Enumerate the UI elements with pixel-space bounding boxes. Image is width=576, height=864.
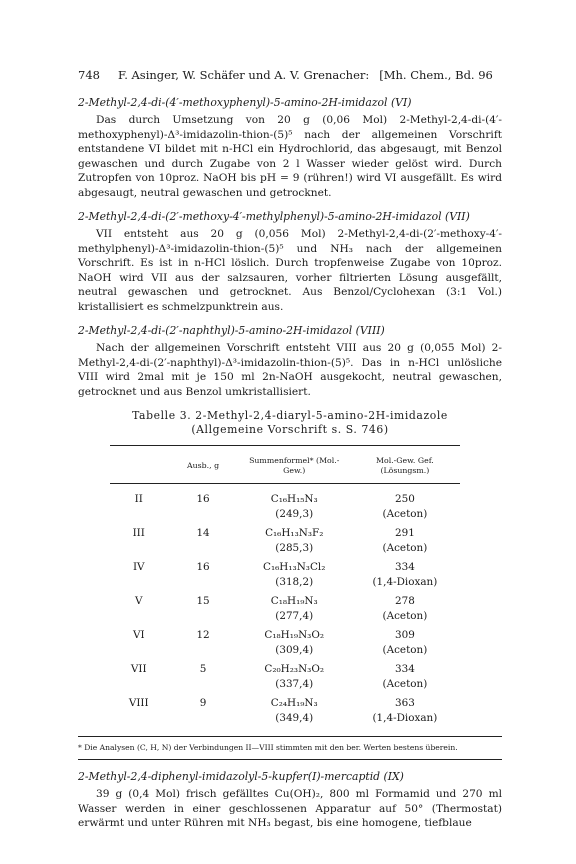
empty-cell (167, 677, 238, 692)
empty-cell (110, 643, 167, 658)
table-row (110, 624, 460, 643)
formula-value: C₁₈H₁₉N₃O₂ (264, 629, 325, 641)
yield-value: 16 (196, 561, 210, 573)
section-viii-text: Nach der allgemeinen Vorschrift entsteht VIII aus 20 g (0,055 Mol) 2-Methyl-2,4-di-(2′-naphthyl)-Δ³-imidazolin-thion-(5)⁵. Das in n-HCl unlösliche VIII wird 2mal mit je 150 ml 2n-NaOH ausgekocht, neutral gewaschen, getrocknet und aus Benzol umkristallisiert. (78, 342, 502, 398)
yield-value: 9 (199, 697, 207, 709)
compound-number: VIII (128, 697, 149, 709)
data-table (110, 445, 460, 726)
calculated-mol-weight: (285,3) (275, 542, 314, 554)
calculated-mol-weight: (309,4) (275, 644, 314, 656)
compound-number: V (134, 595, 143, 607)
table-row-sub (110, 609, 460, 624)
table-row (110, 590, 460, 609)
solvent-value: (Aceton) (382, 508, 428, 520)
formula-value: C₂₄H₁₉N₃ (270, 697, 318, 709)
compound-number: II (134, 493, 143, 505)
solvent-value: (Aceton) (382, 678, 428, 690)
empty-cell (110, 507, 167, 522)
found-mol-weight: 334 (394, 561, 415, 573)
found-mol-weight: 278 (394, 595, 415, 607)
table-row-sub (110, 677, 460, 692)
header-mol-weight: Mol.-Gew. Gef. (Lösungsm.) (376, 456, 434, 475)
solvent-value: (Aceton) (382, 610, 428, 622)
empty-cell (110, 711, 167, 726)
section-ix-title: 2-Methyl-2,4-diphenyl-imidazolyl-5-kupfer(I)-mercaptid (IX) (78, 770, 404, 783)
table-row (110, 522, 460, 541)
table-row-sub (110, 575, 460, 590)
calculated-mol-weight: (249,3) (275, 508, 314, 520)
table-caption (78, 409, 502, 437)
empty-cell (110, 541, 167, 556)
calculated-mol-weight: (349,4) (275, 712, 314, 724)
table-row (110, 484, 460, 508)
empty-cell (110, 575, 167, 590)
table-row-sub (110, 507, 460, 522)
calculated-mol-weight: (318,2) (275, 576, 314, 588)
page-header (78, 68, 502, 86)
section-vi-title: 2-Methyl-2,4-di-(4′-methoxyphenyl)-5-amino-2H-imidazol (VI) (78, 96, 412, 109)
header-formula: Summenformel* (Mol.-Gew.) (249, 456, 340, 475)
found-mol-weight: 363 (394, 697, 415, 709)
compound-number: IV (132, 561, 145, 573)
compound-number: VII (130, 663, 147, 675)
formula-value: C₂₀H₂₃N₃O₂ (264, 663, 325, 675)
formula-value: C₁₆H₁₃N₃Cl₂ (263, 561, 326, 573)
section-ix-text: 39 g (0,4 Mol) frisch gefälltes Cu(OH)₂, 800 ml Formamid und 270 ml Wasser werden in einer geschlossenen Apparatur auf 50° (Thermostat) erwärmt und unter Rühren mit NH₃ begast, bis eine homogene, tiefblaue (78, 788, 502, 829)
found-mol-weight: 309 (394, 629, 415, 641)
header-yield: Ausb., g (187, 460, 220, 470)
formula-value: C₁₆H₁₃N₃F₂ (265, 527, 324, 539)
compound-number: III (132, 527, 145, 539)
table-row (110, 658, 460, 677)
section-viii-title: 2-Methyl-2,4-di-(2′-naphthyl)-5-amino-2H-imidazol (VIII) (78, 324, 385, 337)
table-row-sub (110, 711, 460, 726)
table-row-sub (110, 541, 460, 556)
found-mol-weight: 250 (394, 493, 415, 505)
section-vii-text: VII entsteht aus 20 g (0,056 Mol) 2-Methyl-2,4-di-(2′-methoxy-4′-methylphenyl)-Δ³-imidazolin-thion-(5)⁵ und NH₃ nach der allgemeinen Vorschrift. Es ist in n-HCl löslich. Durch tropfenweise Zugabe von 10proz. NaOH wird VII aus der salzsauren, vorher filtrierten Lösung ausgefällt, neutral gewaschen und getrocknet. Aus Benzol/Cyclohexan (3:1 Vol.) kristallisiert es schmelzpunktrein aus. (78, 228, 502, 313)
empty-cell (110, 677, 167, 692)
section-vi-text: Das durch Umsetzung von 20 g (0,06 Mol) 2-Methyl-2,4-di-(4′-methoxyphenyl)-Δ³-imidazolin-thion-(5)⁵ nach der allgemeinen Vorschrift entstandene VI bildet mit n-HCl ein Hydrochlorid, das abgesaugt, mit Benzol gewaschen und durch Zugabe von 2 l Wasser wieder gelöst wird. Durch Zutropfen von 10proz. NaOH bis pH = 9 (rühren!) wird VI ausgefällt. Es wird abgesaugt, neutral gewaschen und getrocknet. (78, 114, 502, 199)
yield-value: 15 (196, 595, 210, 607)
formula-value: C₁₈H₁₉N₃ (270, 595, 318, 607)
calculated-mol-weight: (337,4) (275, 678, 314, 690)
section-vii-title: 2-Methyl-2,4-di-(2′-methoxy-4′-methylphenyl)-5-amino-2H-imidazol (VII) (78, 210, 470, 223)
empty-cell (110, 609, 167, 624)
found-mol-weight: 291 (394, 527, 415, 539)
solvent-value: (Aceton) (382, 542, 428, 554)
solvent-value: (Aceton) (382, 644, 428, 656)
table-header-row (110, 450, 460, 483)
page-number: 748 (78, 68, 100, 82)
table-footnote: * Die Analysen (C, H, N) der Verbindungen II—VIII stimmten mit den ber. Werten bestens überein. (78, 743, 458, 752)
table-row-sub (110, 643, 460, 658)
table-row (110, 556, 460, 575)
footnote-divider (78, 736, 502, 737)
solvent-value: (1,4-Dioxan) (372, 576, 438, 588)
table-caption-subtitle: (Allgemeine Vorschrift s. S. 746) (191, 423, 389, 436)
empty-cell (167, 541, 238, 556)
footnote-end-divider (78, 759, 502, 760)
empty-cell (167, 575, 238, 590)
yield-value: 14 (196, 527, 210, 539)
yield-value: 5 (199, 663, 207, 675)
solvent-value: (1,4-Dioxan) (372, 712, 438, 724)
journal-page (78, 68, 502, 831)
calculated-mol-weight: (277,4) (275, 610, 314, 622)
formula-value: C₁₆H₁₅N₃ (270, 493, 318, 505)
header-compound (110, 450, 167, 483)
table-row (110, 692, 460, 711)
header-authors: F. Asinger, W. Schäfer und A. V. Grenacher: (118, 68, 370, 82)
compound-number: VI (132, 629, 145, 641)
yield-value: 16 (196, 493, 210, 505)
table-caption-title: Tabelle 3. 2-Methyl-2,4-diaryl-5-amino-2H-imidazole (132, 409, 448, 422)
empty-cell (167, 507, 238, 522)
yield-value: 12 (196, 629, 210, 641)
empty-cell (167, 711, 238, 726)
header-journal: [Mh. Chem., Bd. 96 (379, 68, 493, 82)
empty-cell (167, 609, 238, 624)
empty-cell (167, 643, 238, 658)
found-mol-weight: 334 (394, 663, 415, 675)
